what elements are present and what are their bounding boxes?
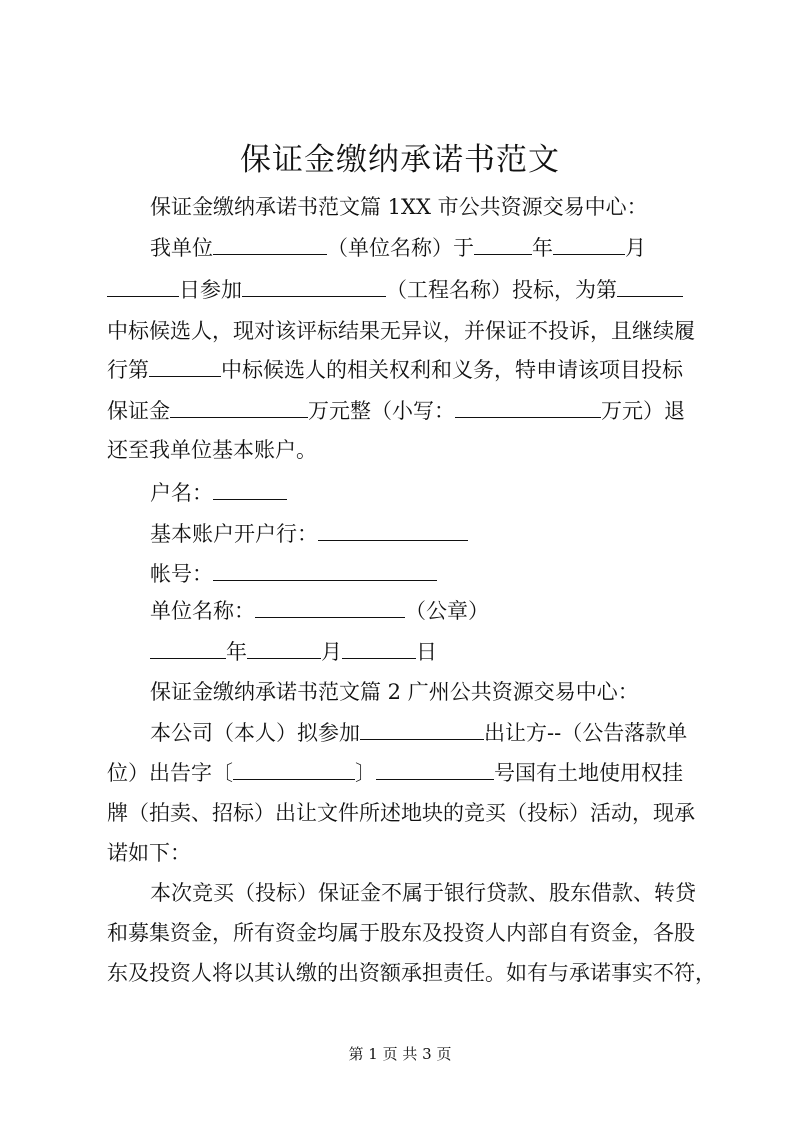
field-account-name: 户名： bbox=[150, 478, 703, 508]
section-1-heading: 保证金缴纳承诺书范文篇 1XX 市公共资源交易中心： bbox=[150, 195, 648, 219]
paragraph-line: 日参加 （工程名称）投标，为第 bbox=[107, 275, 703, 305]
blank-line bbox=[255, 598, 405, 618]
blank-line bbox=[170, 398, 308, 418]
blank-line bbox=[213, 480, 287, 500]
blank-line bbox=[247, 639, 321, 659]
paragraph-line: 位）出告字〔 〕 号国有土地使用权挂 bbox=[107, 761, 683, 785]
blank-line bbox=[617, 277, 683, 297]
blank-line bbox=[107, 277, 179, 297]
blank-line bbox=[213, 235, 327, 255]
blank-line bbox=[376, 760, 494, 780]
blank-line bbox=[318, 521, 468, 541]
paragraph-line: 和募集资金，所有资金均属于股东及投资人内部自有资金，各股 bbox=[107, 921, 695, 945]
paragraph-line: 本公司（本人）拟参加 出让方--（公告落款单 bbox=[150, 721, 688, 745]
paragraph-line: 中标候选人，现对该评标结果无异议，并保证不投诉，且继续履 bbox=[107, 319, 695, 343]
paragraph-line: 本次竞买（投标）保证金不属于银行贷款、股东借款、转贷 bbox=[150, 881, 696, 905]
paragraph-line: 保证金 万元整（小写： 万元）退 bbox=[107, 399, 685, 423]
field-account-number: 帐号： bbox=[150, 559, 703, 589]
field-date: 年 月 日 bbox=[150, 637, 703, 667]
blank-line bbox=[149, 357, 221, 377]
paragraph-line: 牌（拍卖、招标）出让文件所述地块的竞买（投标）活动，现承 bbox=[107, 801, 695, 825]
blank-line bbox=[553, 235, 625, 255]
blank-line bbox=[150, 639, 226, 659]
field-unit-name: 单位名称： （公章） bbox=[150, 599, 489, 623]
paragraph-line: 行第 中标候选人的相关权利和义务，特申请该项目投标 bbox=[107, 358, 683, 382]
blank-line bbox=[342, 639, 416, 659]
page-number: 第 1 页 共 3 页 bbox=[348, 1045, 452, 1063]
blank-line bbox=[474, 235, 532, 255]
blank-line bbox=[242, 277, 386, 297]
section-2-heading: 保证金缴纳承诺书范文篇 2 广州公共资源交易中心： bbox=[150, 680, 639, 704]
paragraph-line: 还至我单位基本账户。 bbox=[107, 438, 317, 462]
paragraph-line: 东及投资人将以其认缴的出资额承担责任。如有与承诺事实不符， bbox=[107, 961, 716, 985]
blank-line bbox=[233, 760, 355, 780]
field-bank: 基本账户开户行： bbox=[150, 519, 703, 549]
blank-line bbox=[213, 561, 437, 581]
paragraph-line: 诺如下： bbox=[107, 841, 191, 865]
paragraph-line: 我单位 （单位名称）于 年 月 bbox=[150, 236, 646, 260]
blank-line bbox=[455, 398, 601, 418]
page-title: 保证金缴纳承诺书范文 bbox=[240, 142, 560, 178]
blank-line bbox=[360, 720, 484, 740]
